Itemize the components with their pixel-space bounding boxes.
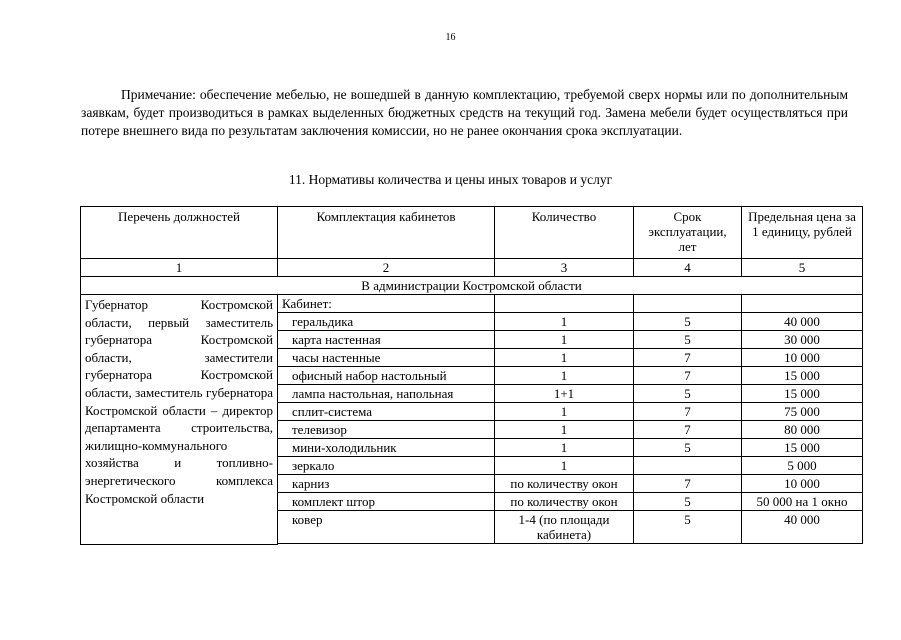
positions-cell: Губернатор Костромской области, первый заместитель губернатора Костромской области, заместители губернатора Костромской области, заместитель губернатора Костромской области – директор департамента строительства, жилищно-коммунального хозяйства и топливно-энергетического комплекса Костромской области bbox=[81, 295, 278, 545]
item-price: 40 000 bbox=[742, 313, 863, 331]
note-paragraph: Примечание: обеспечение мебелью, не вошедшей в данную комплектацию, требуемой сверх нормы или по дополнительным заявкам, будет производиться в рамках выделенных бюджетных средств на текущий год. Замена мебели будет осуществляться при потере внешнего вида по результатам заключения комиссии, но не ранее окончания срока эксплуатации. bbox=[81, 87, 848, 138]
column-number: 4 bbox=[634, 259, 742, 277]
item-name: часы настенные bbox=[278, 349, 495, 367]
cabinet-label: Кабинет: bbox=[278, 295, 495, 313]
item-price: 15 000 bbox=[742, 367, 863, 385]
column-number: 1 bbox=[81, 259, 278, 277]
item-name: ковер bbox=[278, 511, 495, 544]
column-number: 5 bbox=[742, 259, 863, 277]
item-price: 75 000 bbox=[742, 403, 863, 421]
header-equipment: Комплектация кабинетов bbox=[278, 207, 495, 259]
item-price: 15 000 bbox=[742, 385, 863, 403]
header-term: Срок эксплуатации, лет bbox=[634, 207, 742, 259]
item-quantity: 1 bbox=[495, 403, 634, 421]
item-name: сплит-система bbox=[278, 403, 495, 421]
item-quantity: 1 bbox=[495, 439, 634, 457]
item-term: 7 bbox=[634, 403, 742, 421]
item-quantity: 1+1 bbox=[495, 385, 634, 403]
item-term: 5 bbox=[634, 385, 742, 403]
item-quantity: 1 bbox=[495, 331, 634, 349]
column-number: 2 bbox=[278, 259, 495, 277]
group-row bbox=[81, 277, 863, 295]
item-price: 40 000 bbox=[742, 511, 863, 544]
item-quantity: 1 bbox=[495, 313, 634, 331]
item-price: 80 000 bbox=[742, 421, 863, 439]
item-term: 7 bbox=[634, 349, 742, 367]
item-term: 5 bbox=[634, 313, 742, 331]
header-price: Предельная цена за 1 единицу, рублей bbox=[742, 207, 863, 259]
item-quantity: по количеству окон bbox=[495, 475, 634, 493]
item-term: 5 bbox=[634, 511, 742, 544]
item-term: 7 bbox=[634, 475, 742, 493]
item-name: мини-холодильник bbox=[278, 439, 495, 457]
item-price: 5 000 bbox=[742, 457, 863, 475]
item-quantity: по количеству окон bbox=[495, 493, 634, 511]
item-term: 7 bbox=[634, 421, 742, 439]
item-term bbox=[634, 457, 742, 475]
header-row bbox=[81, 207, 863, 259]
item-term: 5 bbox=[634, 493, 742, 511]
page-number: 16 bbox=[445, 32, 456, 43]
column-number-row bbox=[81, 259, 863, 277]
norms-table bbox=[80, 206, 863, 545]
item-price: 15 000 bbox=[742, 439, 863, 457]
group-title: В администрации Костромской области bbox=[81, 277, 863, 295]
item-name: лампа настольная, напольная bbox=[278, 385, 495, 403]
item-name: офисный набор настольный bbox=[278, 367, 495, 385]
item-name: карниз bbox=[278, 475, 495, 493]
item-term: 5 bbox=[634, 331, 742, 349]
item-price: 30 000 bbox=[742, 331, 863, 349]
item-price: 10 000 bbox=[742, 475, 863, 493]
item-quantity: 1-4 (по площади кабинета) bbox=[495, 511, 634, 544]
item-price: 50 000 на 1 окно bbox=[742, 493, 863, 511]
item-price: 10 000 bbox=[742, 349, 863, 367]
item-quantity: 1 bbox=[495, 349, 634, 367]
header-quantity: Количество bbox=[495, 207, 634, 259]
item-name: телевизор bbox=[278, 421, 495, 439]
header-positions: Перечень должностей bbox=[81, 207, 278, 259]
item-name: комплект штор bbox=[278, 493, 495, 511]
item-quantity: 1 bbox=[495, 457, 634, 475]
column-number: 3 bbox=[495, 259, 634, 277]
cabinet-label-row bbox=[81, 295, 863, 313]
item-quantity: 1 bbox=[495, 367, 634, 385]
item-quantity: 1 bbox=[495, 421, 634, 439]
item-term: 5 bbox=[634, 439, 742, 457]
section-title: 11. Нормативы количества и цены иных товаров и услуг bbox=[288, 172, 613, 187]
item-name: карта настенная bbox=[278, 331, 495, 349]
item-name: зеркало bbox=[278, 457, 495, 475]
item-name: геральдика bbox=[278, 313, 495, 331]
item-term: 7 bbox=[634, 367, 742, 385]
